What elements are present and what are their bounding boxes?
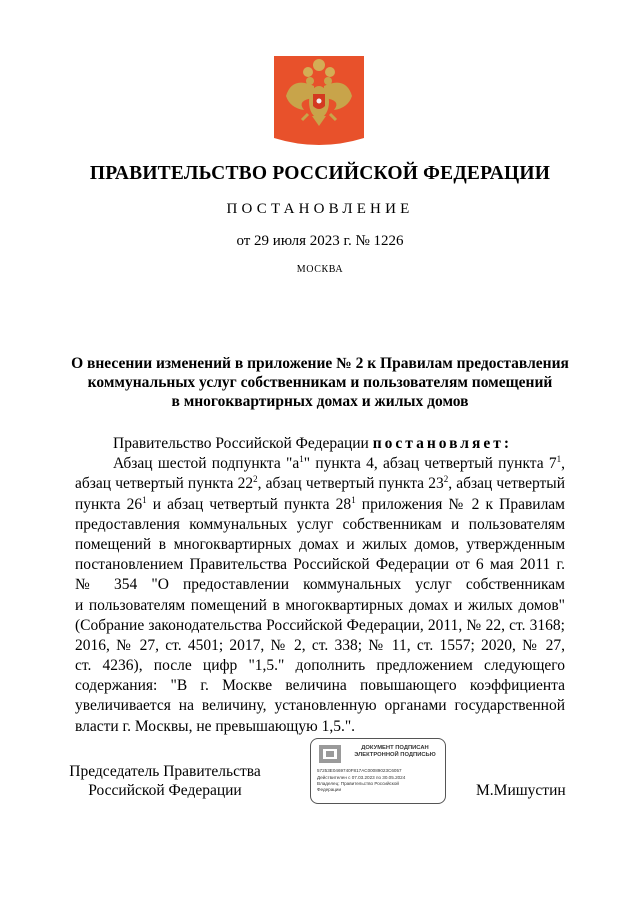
position-line: Российской Федерации: [88, 782, 242, 799]
subject-line: коммунальных услуг собственникам и пользователям помещений: [87, 374, 553, 391]
text-span: и абзац четвертый пункта 28: [146, 495, 352, 513]
text-span: ,: [561, 455, 565, 473]
position-line: Председатель Правительства: [69, 763, 261, 780]
stamp-certificate: 57253E0469740F817AC00089023C6057: [317, 768, 402, 773]
body-line: № 354 "О предоставлении коммунальных услуг собственникам: [75, 576, 565, 594]
stamp-owner-line: Федерации: [317, 787, 342, 792]
intro-text: Правительство Российской Федерации: [113, 435, 369, 452]
body-intro-line: [75, 434, 565, 454]
body-line: [75, 454, 565, 474]
body-line: [75, 474, 565, 494]
superscript: 1: [299, 454, 304, 465]
text-span: , абзац четвертый: [448, 475, 566, 493]
document-city: МОСКВА: [296, 264, 344, 275]
body-line: ст. 4236), после цифр "1,5." дополнить предложением следующего: [75, 657, 565, 675]
stamp-emblem-icon: [319, 745, 341, 763]
coat-of-arms-emblem: [274, 56, 364, 146]
signatory-position: [60, 762, 270, 800]
body-line: помещений в многоквартирных домах и жилых домов, утвержденным: [75, 535, 565, 553]
signatory-name: М.Мишустин: [476, 782, 566, 799]
superscript: 1: [556, 454, 562, 465]
document-subject: [60, 354, 580, 411]
text-span: абзац четвертый пункта 22: [75, 475, 254, 493]
subject-line: в многоквартирных домах и жилых домов: [171, 393, 469, 410]
document-type: ПОСТАНОВЛЕНИЕ: [226, 201, 414, 217]
text-span: , абзац четвертый пункта 23: [257, 475, 444, 493]
subject-line: О внесении изменений в приложение № 2 к Правилам предоставления: [71, 355, 569, 372]
superscript: 2: [443, 474, 449, 485]
resolves-word: постановляет:: [372, 435, 513, 452]
body-line: [75, 495, 565, 515]
stamp-owner-line: Владелец: Правительство Российской: [317, 781, 399, 786]
electronic-signature-stamp: [310, 738, 446, 804]
superscript: 2: [253, 474, 258, 485]
stamp-validity: Действителен с 07.03.2023 по 30.05.2024: [317, 775, 406, 780]
superscript: 1: [142, 494, 147, 505]
superscript: 1: [351, 494, 356, 505]
body-line: и пользователям помещений в многоквартирных домах и жилых домов": [75, 596, 565, 614]
text-span: приложения № 2 к Правилам: [355, 495, 565, 513]
text-span: Абзац шестой подпункта "а: [113, 455, 300, 473]
body-line: власти г. Москвы, не превышающую 1,5.".: [75, 717, 356, 735]
body-line: 2016, № 27, ст. 4501; 2017, № 2, ст. 338; № 11, ст. 1557; 2020, № 27,: [75, 636, 565, 654]
body-line: постановлением Правительства Российской Федерации от 6 мая 2011 г.: [75, 556, 565, 574]
body-line: предоставления коммунальных услуг собственникам и пользователям: [75, 515, 565, 533]
text-span: " пункта 4, абзац четвертый пункта 7: [303, 455, 557, 473]
stamp-title-line: ДОКУМЕНТ ПОДПИСАН: [361, 745, 429, 751]
government-title: ПРАВИТЕЛЬСТВО РОССИЙСКОЙ ФЕДЕРАЦИИ: [89, 163, 551, 184]
document-date-number: от 29 июля 2023 г. № 1226: [236, 233, 404, 249]
stamp-title: [347, 745, 443, 759]
stamp-title-line: ЭЛЕКТРОННОЙ ПОДПИСЬЮ: [354, 752, 436, 758]
body-line: содержания: "В г. Москве величина повышающего коэффициента: [75, 677, 565, 695]
text-span: пункта 26: [75, 495, 143, 513]
body-line: увеличивается на величину, установленную органами государственной: [75, 697, 565, 715]
document-body: [75, 434, 565, 737]
body-line: (Собрание законодательства Российской Федерации, 2011, № 22, ст. 3168;: [75, 616, 565, 634]
